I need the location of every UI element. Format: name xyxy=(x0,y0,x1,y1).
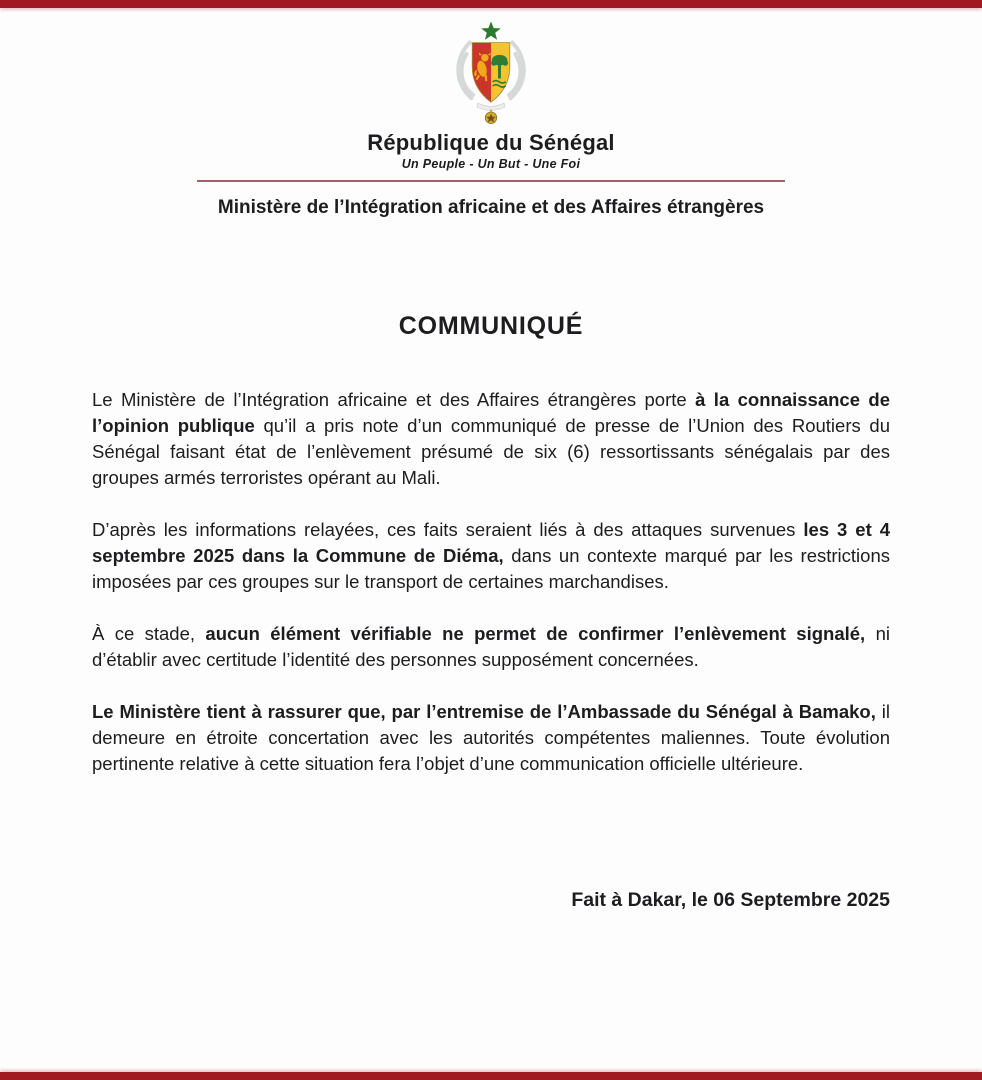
senegal-coat-of-arms-icon xyxy=(442,18,540,126)
national-motto: Un Peuple - Un But - Une Foi xyxy=(401,157,581,171)
document-header xyxy=(0,0,982,219)
bottom-red-border xyxy=(0,1072,982,1080)
document-body xyxy=(92,387,890,777)
paragraph: D’après les informations relayées, ces faits seraient liés à des attaques survenues les 3 et 4 septembre 2025 dans la Commune de Diéma, dans un contexte marqué par les restrictions imposées par ces groupes sur le transport de certaines marchandises. xyxy=(92,519,890,592)
republic-title: République du Sénégal xyxy=(367,130,615,155)
document-main xyxy=(92,312,890,912)
paragraph: Le Ministère tient à rassurer que, par l’entremise de l’Ambassade du Sénégal à Bamako, il demeure en étroite concertation avec les autorités compétentes maliennes. Toute évolution pertinente relative à cette situation fera l’objet d’une communication officielle ultérieure. xyxy=(92,701,890,774)
top-red-border xyxy=(0,0,982,8)
communique-title: COMMUNIQUÉ xyxy=(398,312,584,340)
paragraph: À ce stade, aucun élément vérifiable ne permet de confirmer l’enlèvement signalé, ni d’établir avec certitude l’identité des personnes supposément concernées. xyxy=(92,623,890,670)
dateline: Fait à Dakar, le 06 Septembre 2025 xyxy=(571,889,890,911)
ministry-name: Ministère de l’Intégration africaine et des Affaires étrangères xyxy=(217,197,765,218)
paragraph: Le Ministère de l’Intégration africaine et des Affaires étrangères porte à la connaissance de l’opinion publique qu’il a pris note d’un communiqué de presse de l’Union des Routiers du Sénégal faisant état de l’enlèvement présumé de six (6) ressortissants sénégalais par des groupes armés terroristes opérant au Mali. xyxy=(92,389,891,488)
header-divider xyxy=(197,180,785,182)
